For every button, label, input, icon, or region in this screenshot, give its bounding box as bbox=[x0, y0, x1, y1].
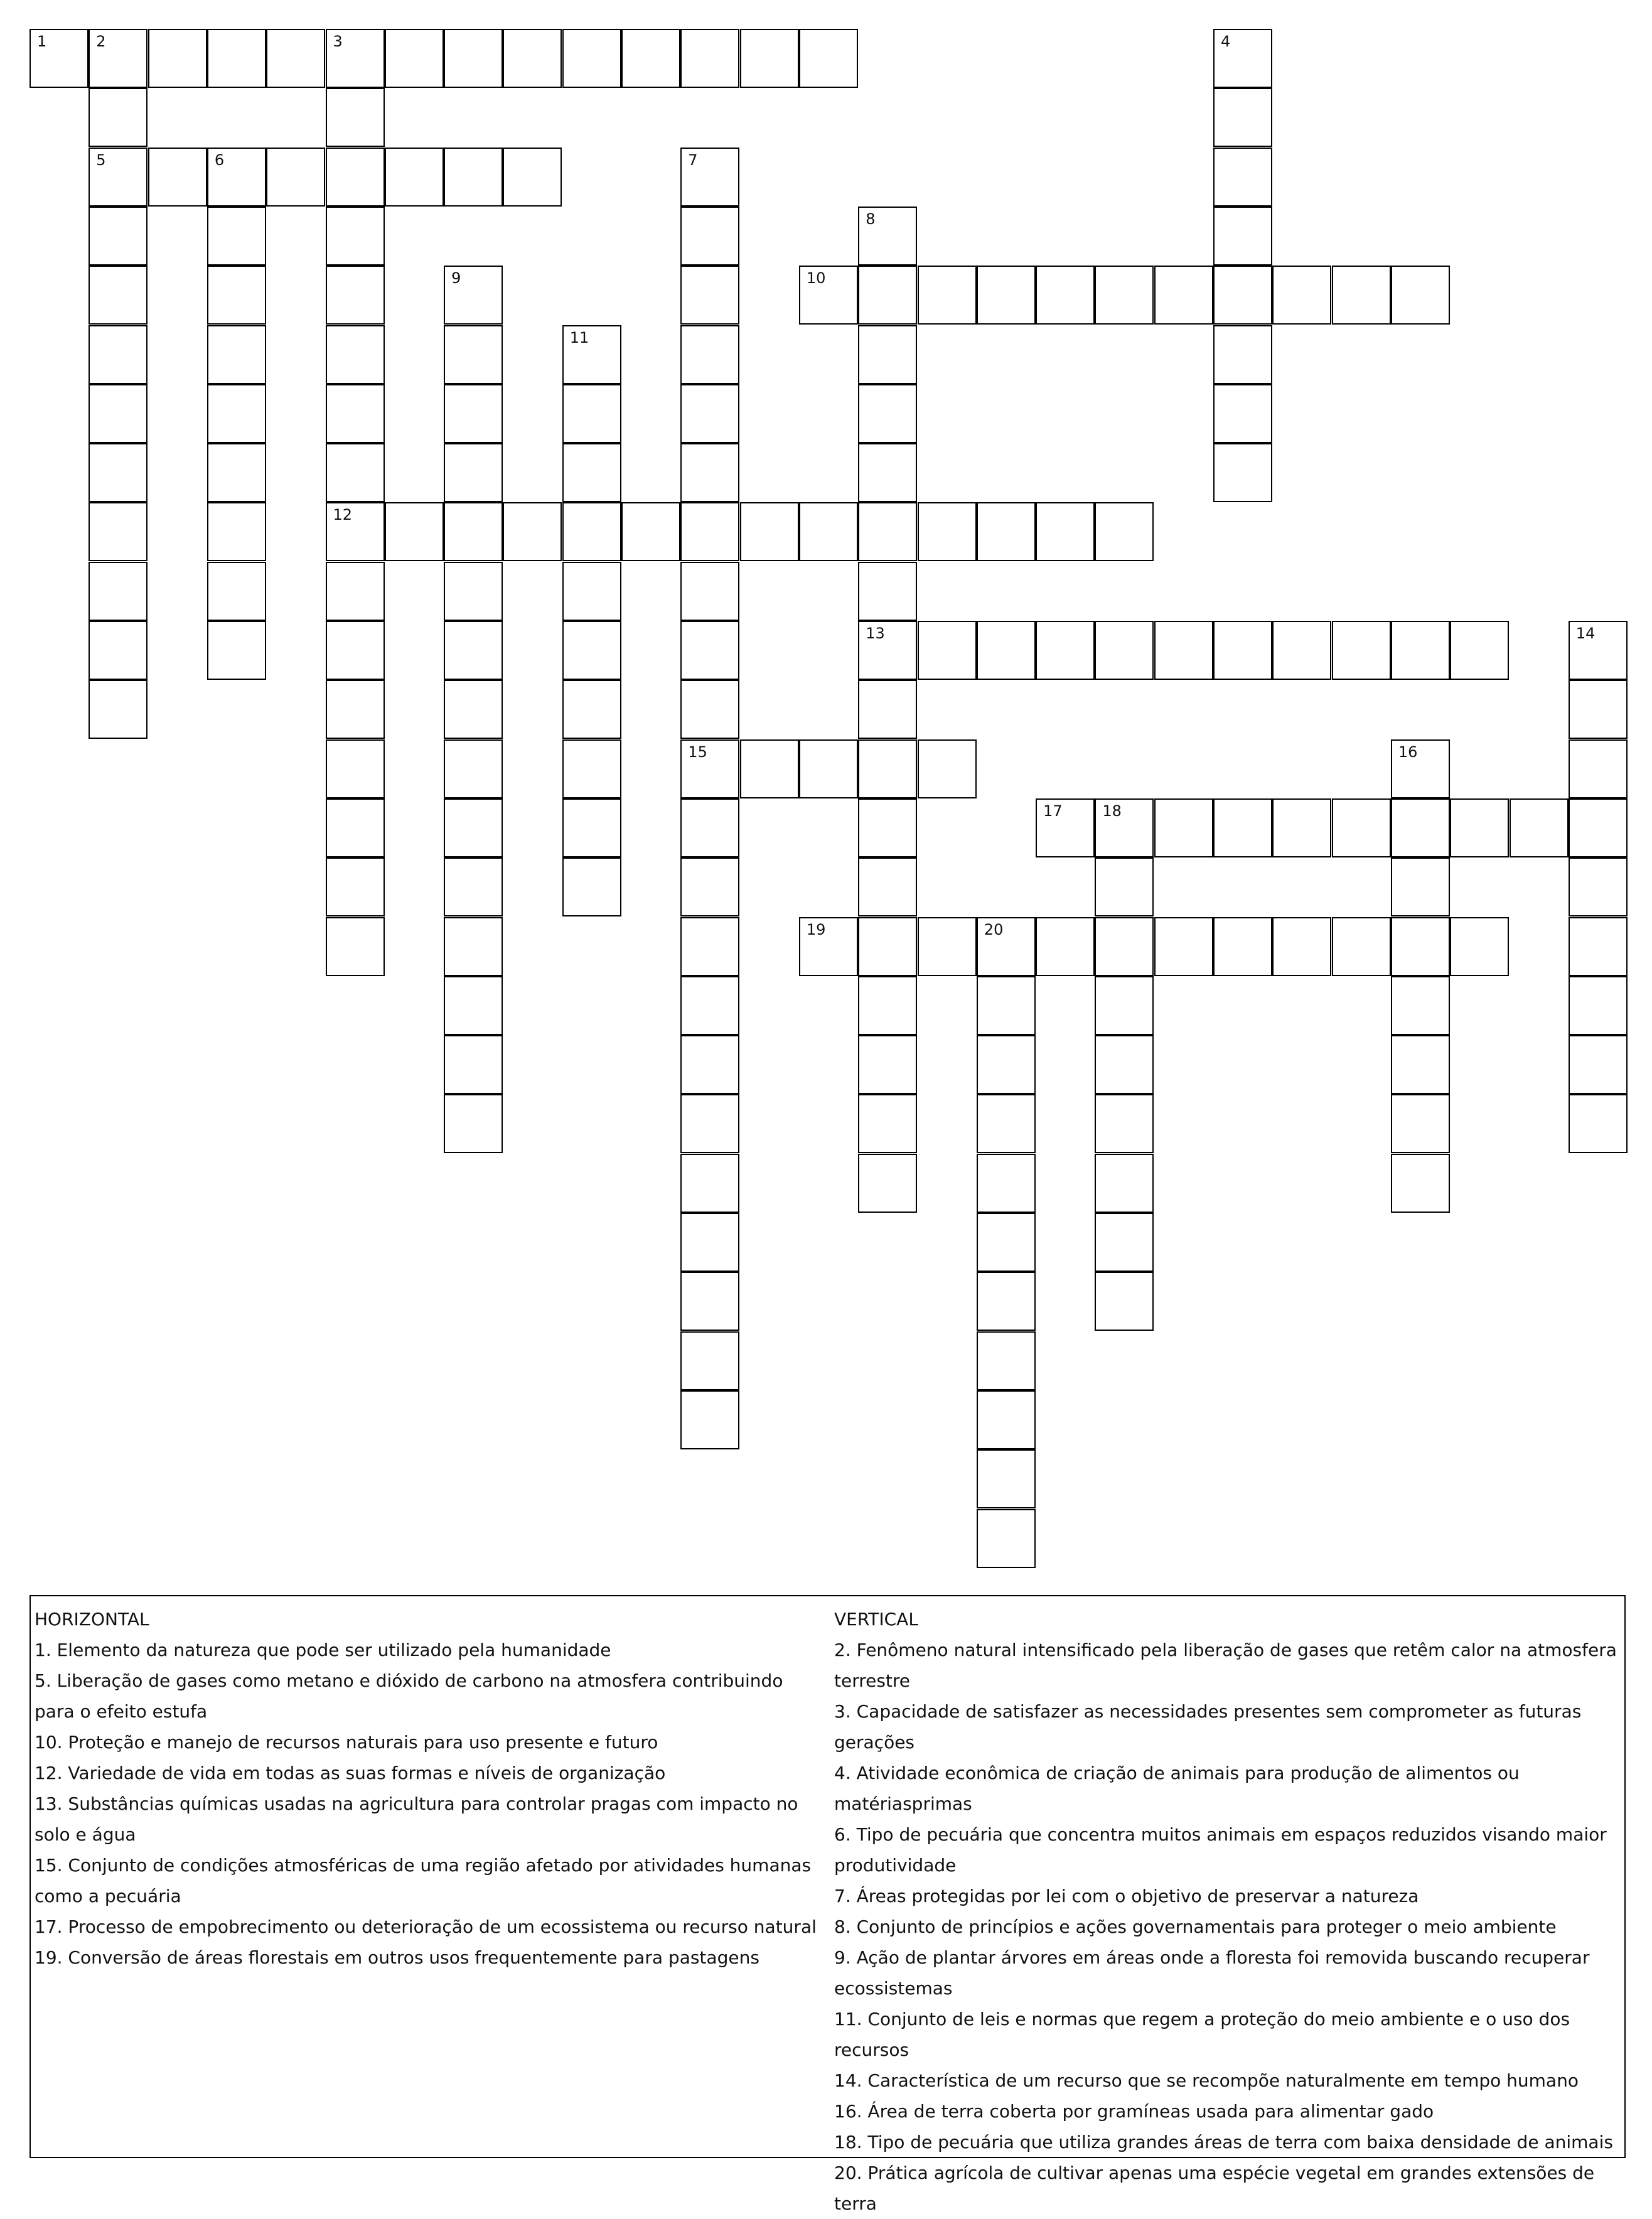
vertical-clue: 3. Capacidade de satisfazer as necessidades presentes sem comprometer as futuras gerações bbox=[834, 1701, 1582, 1753]
crossword-cell[interactable] bbox=[858, 384, 917, 443]
crossword-cell[interactable] bbox=[562, 562, 621, 621]
vertical-clue: 4. Atividade econômica de criação de animais para produção de alimentos ou matériasprimas bbox=[834, 1763, 1520, 1814]
crossword-cell[interactable] bbox=[148, 148, 207, 207]
crossword-cell[interactable] bbox=[326, 148, 385, 207]
clue-number: 7 bbox=[688, 151, 698, 169]
clue-number: 19 bbox=[806, 920, 826, 938]
crossword-cell[interactable] bbox=[1391, 266, 1450, 325]
clue-number: 3 bbox=[333, 33, 343, 50]
crossword-cell[interactable] bbox=[444, 680, 503, 739]
crossword-cell[interactable] bbox=[1332, 798, 1391, 857]
crossword-cell[interactable] bbox=[1569, 976, 1628, 1035]
crossword-cell[interactable] bbox=[918, 917, 977, 976]
vertical-clue: 8. Conjunto de princípios e ações governamentais para proteger o meio ambiente bbox=[834, 1916, 1557, 1937]
crossword-cell[interactable] bbox=[977, 1035, 1036, 1094]
clue-number: 20 bbox=[984, 920, 1004, 938]
crossword-cell[interactable] bbox=[858, 798, 917, 857]
crossword-cell[interactable] bbox=[1213, 266, 1272, 325]
crossword-cell[interactable] bbox=[680, 562, 739, 621]
crossword-cell[interactable] bbox=[858, 207, 917, 266]
crossword-cell[interactable] bbox=[444, 621, 503, 680]
crossword-cell[interactable] bbox=[562, 384, 621, 443]
crossword-cell[interactable] bbox=[977, 1331, 1036, 1390]
crossword-cell[interactable] bbox=[503, 502, 562, 561]
horizontal-clue: 12. Variedade de vida em todas as suas formas e níveis de organização bbox=[35, 1763, 666, 1783]
crossword-cell[interactable] bbox=[1213, 148, 1272, 207]
crossword-cell[interactable] bbox=[88, 680, 148, 739]
crossword-cell[interactable] bbox=[977, 1449, 1036, 1508]
crossword-cell[interactable] bbox=[1213, 384, 1272, 443]
clue-number: 18 bbox=[1102, 802, 1122, 820]
crossword-cell[interactable] bbox=[1569, 857, 1628, 916]
crossword-cell[interactable] bbox=[1272, 266, 1331, 325]
crossword-cell[interactable] bbox=[680, 207, 739, 266]
crossword-cell[interactable] bbox=[977, 266, 1036, 325]
crossword-cell[interactable] bbox=[858, 976, 917, 1035]
crossword-cell[interactable] bbox=[207, 502, 266, 561]
crossword-cell[interactable] bbox=[562, 739, 621, 798]
crossword-cell[interactable] bbox=[1095, 976, 1154, 1035]
crossword-cell[interactable] bbox=[1391, 917, 1450, 976]
crossword-cell[interactable] bbox=[1332, 917, 1391, 976]
crossword-cell[interactable] bbox=[503, 29, 562, 88]
crossword-cell[interactable] bbox=[1154, 621, 1213, 680]
crossword-cell[interactable] bbox=[503, 148, 562, 207]
horizontal-clues bbox=[35, 1604, 825, 1973]
crossword-cell[interactable] bbox=[1154, 798, 1213, 857]
crossword-cell[interactable] bbox=[858, 621, 917, 680]
crossword-cell[interactable] bbox=[740, 29, 799, 88]
crossword-cell[interactable] bbox=[1095, 266, 1154, 325]
crossword-cell[interactable] bbox=[1569, 917, 1628, 976]
crossword-cell[interactable] bbox=[444, 29, 503, 88]
crossword-cell[interactable] bbox=[444, 148, 503, 207]
crossword-cell[interactable] bbox=[1272, 917, 1331, 976]
crossword-cell[interactable] bbox=[562, 325, 621, 384]
crossword-cell[interactable] bbox=[88, 207, 148, 266]
clue-number: 13 bbox=[866, 625, 885, 642]
clue-box bbox=[30, 1595, 1626, 2214]
crossword-cell[interactable] bbox=[88, 266, 148, 325]
crossword-cell[interactable] bbox=[799, 917, 858, 976]
crossword-cell[interactable] bbox=[207, 384, 266, 443]
crossword-cell[interactable] bbox=[444, 1094, 503, 1153]
crossword-cell[interactable] bbox=[1272, 621, 1331, 680]
crossword-cell[interactable] bbox=[918, 739, 977, 798]
horizontal-clue: 17. Processo de empobrecimento ou deterioração de um ecossistema ou recurso natural bbox=[35, 1916, 817, 1937]
crossword-cell[interactable] bbox=[1036, 621, 1095, 680]
crossword-cell[interactable] bbox=[444, 976, 503, 1035]
crossword-cell[interactable] bbox=[88, 443, 148, 502]
crossword-cell[interactable] bbox=[1391, 976, 1450, 1035]
crossword-cell[interactable] bbox=[1213, 207, 1272, 266]
crossword-cell[interactable] bbox=[148, 29, 207, 88]
crossword-cell[interactable] bbox=[680, 29, 739, 88]
crossword-cell[interactable] bbox=[444, 502, 503, 561]
crossword-cell[interactable] bbox=[1213, 798, 1272, 857]
clue-number: 10 bbox=[806, 269, 826, 287]
crossword-cell[interactable] bbox=[444, 857, 503, 916]
crossword-cell[interactable] bbox=[740, 502, 799, 561]
crossword-cell[interactable] bbox=[858, 325, 917, 384]
crossword-cell[interactable] bbox=[1095, 1094, 1154, 1153]
crossword-cell[interactable] bbox=[444, 384, 503, 443]
crossword-cell[interactable] bbox=[977, 1154, 1036, 1213]
crossword-cell[interactable] bbox=[1569, 798, 1628, 857]
vertical-clue: 7. Áreas protegidas por lei com o objetivo de preservar a natureza bbox=[834, 1886, 1419, 1906]
crossword-cell[interactable] bbox=[88, 88, 148, 147]
crossword-cell[interactable] bbox=[858, 1154, 917, 1213]
vertical-clue: 6. Tipo de pecuária que concentra muitos animais em espaços reduzidos visando maior produtividade bbox=[834, 1824, 1607, 1876]
crossword-cell[interactable] bbox=[680, 917, 739, 976]
crossword-cell[interactable] bbox=[562, 29, 621, 88]
crossword-cell[interactable] bbox=[1213, 621, 1272, 680]
vertical-clue: 18. Tipo de pecuária que utiliza grandes áreas de terra com baixa densidade de animais bbox=[834, 2132, 1613, 2152]
crossword-cell[interactable] bbox=[977, 1213, 1036, 1272]
crossword-cell[interactable] bbox=[1332, 621, 1391, 680]
crossword-cell[interactable] bbox=[680, 1154, 739, 1213]
clue-number: 2 bbox=[96, 33, 106, 50]
horizontal-heading: HORIZONTAL bbox=[35, 1609, 149, 1630]
crossword-cell[interactable] bbox=[326, 29, 385, 88]
crossword-cell[interactable] bbox=[680, 384, 739, 443]
crossword-cell[interactable] bbox=[1391, 798, 1450, 857]
crossword-cell[interactable] bbox=[621, 502, 680, 561]
crossword-cell[interactable] bbox=[326, 502, 385, 561]
crossword-cell[interactable] bbox=[88, 29, 148, 88]
crossword-cell[interactable] bbox=[1510, 798, 1569, 857]
crossword-cell[interactable] bbox=[385, 148, 444, 207]
crossword-cell[interactable] bbox=[207, 148, 266, 207]
crossword-cell[interactable] bbox=[1450, 917, 1509, 976]
crossword-cell[interactable] bbox=[444, 325, 503, 384]
crossword-cell[interactable] bbox=[799, 266, 858, 325]
crossword-cell[interactable] bbox=[444, 798, 503, 857]
vertical-clue: 16. Área de terra coberta por gramíneas usada para alimentar gado bbox=[834, 2101, 1434, 2122]
crossword-cell[interactable] bbox=[207, 266, 266, 325]
clue-number: 12 bbox=[333, 506, 353, 524]
crossword-cell[interactable] bbox=[799, 739, 858, 798]
horizontal-clue: 13. Substâncias químicas usadas na agricultura para controlar pragas com impacto no solo e água bbox=[35, 1793, 798, 1845]
crossword-cell[interactable] bbox=[1569, 680, 1628, 739]
crossword-cell[interactable] bbox=[680, 680, 739, 739]
crossword-cell[interactable] bbox=[562, 443, 621, 502]
vertical-heading: VERTICAL bbox=[834, 1609, 918, 1630]
crossword-cell[interactable] bbox=[740, 739, 799, 798]
crossword-cell[interactable] bbox=[1095, 798, 1154, 857]
horizontal-clue: 15. Conjunto de condições atmosféricas de uma região afetado por atividades humanas como a pecuária bbox=[35, 1855, 812, 1906]
crossword-cell[interactable] bbox=[799, 502, 858, 561]
crossword-cell[interactable] bbox=[858, 917, 917, 976]
crossword-cell[interactable] bbox=[207, 621, 266, 680]
crossword-cell[interactable] bbox=[88, 148, 148, 207]
crossword-cell[interactable] bbox=[207, 325, 266, 384]
crossword-cell[interactable] bbox=[680, 325, 739, 384]
crossword-cell[interactable] bbox=[977, 502, 1036, 561]
crossword-cell[interactable] bbox=[1391, 1094, 1450, 1153]
crossword-cell[interactable] bbox=[1569, 1094, 1628, 1153]
vertical-clue: 20. Prática agrícola de cultivar apenas uma espécie vegetal em grandes extensões de terra bbox=[834, 2163, 1595, 2214]
crossword-cell[interactable] bbox=[799, 29, 858, 88]
crossword-cell[interactable] bbox=[1154, 917, 1213, 976]
crossword-cell[interactable] bbox=[444, 917, 503, 976]
crossword-cell[interactable] bbox=[1391, 1035, 1450, 1094]
crossword-cell[interactable] bbox=[385, 29, 444, 88]
crossword-cell[interactable] bbox=[1213, 917, 1272, 976]
crossword-cell[interactable] bbox=[977, 976, 1036, 1035]
crossword-cell[interactable] bbox=[88, 502, 148, 561]
crossword-cell[interactable] bbox=[88, 562, 148, 621]
horizontal-clue: 10. Proteção e manejo de recursos naturais para uso presente e futuro bbox=[35, 1732, 658, 1753]
crossword-cell[interactable] bbox=[680, 857, 739, 916]
vertical-clue: 11. Conjunto de leis e normas que regem a proteção do meio ambiente e o uso dos recursos bbox=[834, 2009, 1570, 2060]
crossword-cell[interactable] bbox=[266, 148, 325, 207]
crossword-cell[interactable] bbox=[1095, 621, 1154, 680]
crossword-cell[interactable] bbox=[680, 1094, 739, 1153]
clue-number: 17 bbox=[1043, 802, 1063, 820]
crossword-cell[interactable] bbox=[977, 1094, 1036, 1153]
crossword-cell[interactable] bbox=[1213, 325, 1272, 384]
crossword-cell[interactable] bbox=[1450, 621, 1509, 680]
crossword-cell[interactable] bbox=[1036, 502, 1095, 561]
crossword-cell[interactable] bbox=[977, 1509, 1036, 1568]
clue-number: 11 bbox=[569, 328, 589, 347]
crossword-cell[interactable] bbox=[326, 857, 385, 916]
crossword-cell[interactable] bbox=[326, 266, 385, 325]
clue-number: 6 bbox=[214, 151, 225, 169]
crossword-cell[interactable] bbox=[207, 443, 266, 502]
crossword-cell[interactable] bbox=[88, 325, 148, 384]
crossword-cell[interactable] bbox=[1272, 798, 1331, 857]
crossword-cell[interactable] bbox=[326, 917, 385, 976]
crossword-cell[interactable] bbox=[1391, 621, 1450, 680]
crossword-cell[interactable] bbox=[1095, 502, 1154, 561]
crossword-cell[interactable] bbox=[858, 562, 917, 621]
vertical-clues bbox=[834, 1604, 1622, 2219]
crossword-cell[interactable] bbox=[1391, 857, 1450, 916]
crossword-cell[interactable] bbox=[1213, 29, 1272, 88]
crossword-cell[interactable] bbox=[680, 798, 739, 857]
clue-number: 5 bbox=[96, 151, 106, 169]
clue-number: 14 bbox=[1575, 625, 1596, 642]
crossword-cell[interactable] bbox=[680, 443, 739, 502]
crossword-cell[interactable] bbox=[1095, 1154, 1154, 1213]
crossword-cell[interactable] bbox=[444, 562, 503, 621]
crossword-cell[interactable] bbox=[1569, 1035, 1628, 1094]
crossword-cell[interactable] bbox=[680, 1035, 739, 1094]
horizontal-clue: 19. Conversão de áreas florestais em outros usos frequentemente para pastagens bbox=[35, 1947, 759, 1968]
crossword-cell[interactable] bbox=[562, 680, 621, 739]
crossword-cell[interactable] bbox=[858, 739, 917, 798]
crossword-cell[interactable] bbox=[977, 1390, 1036, 1449]
vertical-clue: 14. Característica de um recurso que se recompõe naturalmente em tempo humano bbox=[834, 2070, 1579, 2091]
crossword-cell[interactable] bbox=[1213, 443, 1272, 502]
crossword-cell[interactable] bbox=[326, 621, 385, 680]
clue-number: 9 bbox=[451, 269, 461, 287]
crossword-cell[interactable] bbox=[680, 621, 739, 680]
crossword-cell[interactable] bbox=[326, 739, 385, 798]
crossword-cell[interactable] bbox=[858, 502, 917, 561]
crossword-cell[interactable] bbox=[1154, 266, 1213, 325]
crossword-cell[interactable] bbox=[562, 502, 621, 561]
crossword-cell[interactable] bbox=[977, 1272, 1036, 1331]
crossword-cell[interactable] bbox=[1450, 798, 1509, 857]
crossword-cell[interactable] bbox=[326, 88, 385, 147]
crossword-cell[interactable] bbox=[562, 621, 621, 680]
vertical-clue: 9. Ação de plantar árvores em áreas onde a floresta foi removida buscando recuperar ecossistemas bbox=[834, 1947, 1590, 1999]
crossword-cell[interactable] bbox=[562, 857, 621, 916]
crossword-cell[interactable] bbox=[1213, 88, 1272, 147]
crossword-cell[interactable] bbox=[1095, 1035, 1154, 1094]
clue-number: 8 bbox=[866, 210, 876, 228]
crossword-cell[interactable] bbox=[918, 621, 977, 680]
crossword-cell[interactable] bbox=[977, 917, 1036, 976]
crossword-cell[interactable] bbox=[680, 976, 739, 1035]
crossword-cell[interactable] bbox=[1095, 857, 1154, 916]
clue-number: 1 bbox=[37, 33, 47, 50]
clue-number: 15 bbox=[688, 743, 707, 761]
crossword-cell[interactable] bbox=[326, 680, 385, 739]
crossword-cell[interactable] bbox=[680, 1272, 739, 1331]
horizontal-clue: 5. Liberação de gases como metano e dióxido de carbono na atmosfera contribuindo para o efeito estufa bbox=[35, 1670, 783, 1722]
crossword-cell[interactable] bbox=[680, 1390, 739, 1449]
crossword-cell[interactable] bbox=[1569, 621, 1628, 680]
crossword-cell[interactable] bbox=[680, 148, 739, 207]
horizontal-clue: 1. Elemento da natureza que pode ser utilizado pela humanidade bbox=[35, 1640, 611, 1660]
crossword-cell[interactable] bbox=[326, 562, 385, 621]
crossword-cell[interactable] bbox=[858, 680, 917, 739]
crossword-cell[interactable] bbox=[326, 443, 385, 502]
crossword-cell[interactable] bbox=[680, 266, 739, 325]
crossword-cell[interactable] bbox=[1569, 739, 1628, 798]
crossword-cell[interactable] bbox=[266, 29, 325, 88]
crossword-cell[interactable] bbox=[444, 739, 503, 798]
crossword-cell[interactable] bbox=[444, 266, 503, 325]
crossword-cell[interactable] bbox=[1332, 266, 1391, 325]
crossword-cell[interactable] bbox=[858, 1035, 917, 1094]
clue-number: 4 bbox=[1221, 33, 1231, 50]
crossword-cell[interactable] bbox=[326, 798, 385, 857]
crossword-cell[interactable] bbox=[207, 207, 266, 266]
vertical-clue: 2. Fenômeno natural intensificado pela liberação de gases que retêm calor na atmosfera terrestre bbox=[834, 1640, 1617, 1691]
crossword-cell[interactable] bbox=[621, 29, 680, 88]
crossword-cell[interactable] bbox=[207, 562, 266, 621]
crossword-cell[interactable] bbox=[977, 621, 1036, 680]
clue-number: 16 bbox=[1398, 743, 1418, 761]
crossword-cell[interactable] bbox=[680, 502, 739, 561]
crossword-cell[interactable] bbox=[858, 1094, 917, 1153]
crossword-cell[interactable] bbox=[562, 798, 621, 857]
crossword-cell[interactable] bbox=[918, 502, 977, 561]
crossword-cell[interactable] bbox=[88, 384, 148, 443]
crossword-cell[interactable] bbox=[918, 266, 977, 325]
crossword-cell[interactable] bbox=[680, 1331, 739, 1390]
crossword-cell[interactable] bbox=[858, 443, 917, 502]
crossword-cell[interactable] bbox=[385, 502, 444, 561]
crossword-cell[interactable] bbox=[1095, 1272, 1154, 1331]
crossword-cell[interactable] bbox=[680, 1213, 739, 1272]
crossword-cell[interactable] bbox=[1095, 917, 1154, 976]
crossword-cell[interactable] bbox=[326, 207, 385, 266]
crossword-cell[interactable] bbox=[1391, 739, 1450, 798]
crossword-cell[interactable] bbox=[88, 621, 148, 680]
crossword-cell[interactable] bbox=[444, 443, 503, 502]
crossword-cell[interactable] bbox=[207, 29, 266, 88]
crossword-cell[interactable] bbox=[858, 266, 917, 325]
crossword-cell[interactable] bbox=[1036, 266, 1095, 325]
crossword-cell[interactable] bbox=[1036, 798, 1095, 857]
crossword-cell[interactable] bbox=[326, 384, 385, 443]
crossword-cell[interactable] bbox=[858, 857, 917, 916]
crossword-cell[interactable] bbox=[30, 29, 88, 88]
crossword-cell[interactable] bbox=[1095, 1213, 1154, 1272]
crossword-cell[interactable] bbox=[1036, 917, 1095, 976]
crossword-cell[interactable] bbox=[680, 739, 739, 798]
crossword-cell[interactable] bbox=[1391, 1154, 1450, 1213]
crossword-cell[interactable] bbox=[326, 325, 385, 384]
crossword-cell[interactable] bbox=[444, 1035, 503, 1094]
